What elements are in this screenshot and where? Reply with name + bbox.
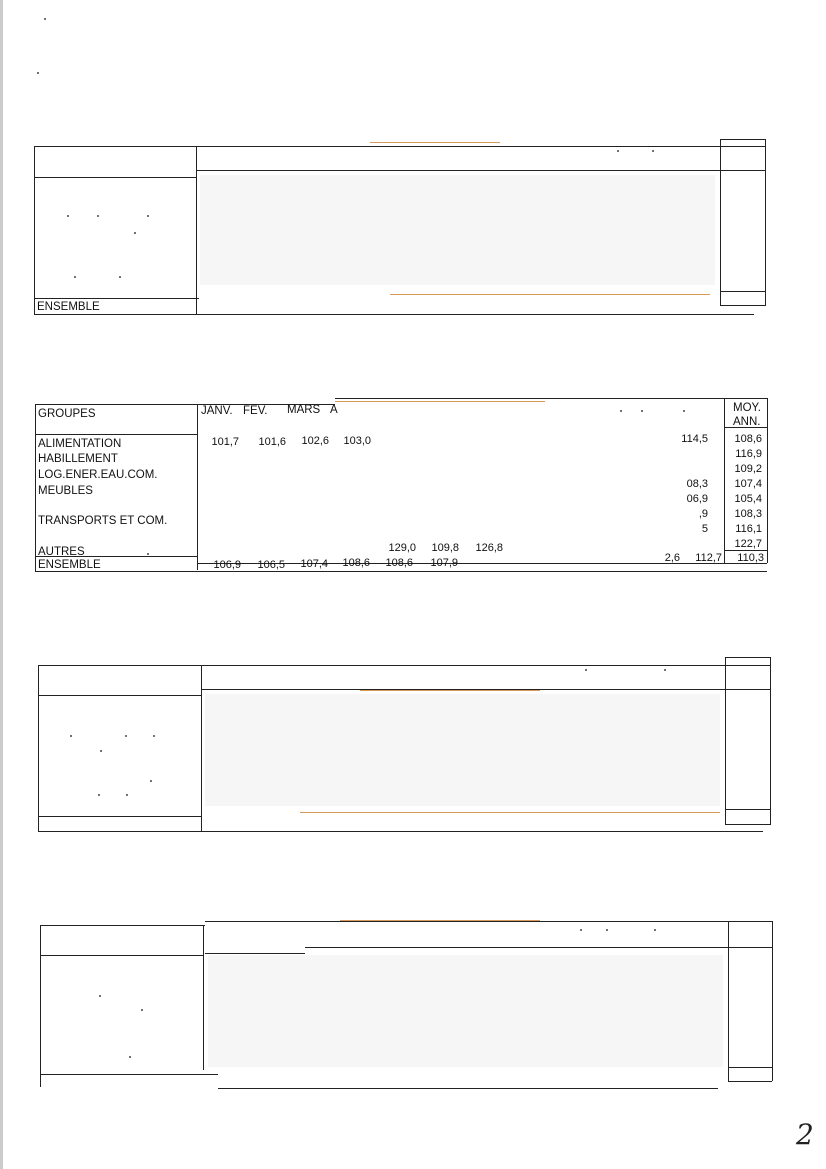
cell-row7-dec: 5: [701, 523, 708, 535]
row-label-transports: TRANSPORTS ET COM.: [38, 515, 168, 527]
cell-row5-dec: 06,9: [686, 493, 708, 505]
cell-avg-alimentation: 108,6: [734, 433, 762, 445]
header-avr: A: [330, 404, 338, 416]
cell-ens-apr: 108,6: [342, 557, 370, 569]
cell-ens-may: 108,6: [385, 557, 413, 569]
cell-ens-feb: 106,5: [257, 559, 285, 571]
cell-meubles-dec: 08,3: [686, 478, 708, 490]
cell-autres-m1: 129,0: [388, 542, 416, 554]
row-label-logement: LOG.ENER.EAU.COM.: [38, 469, 158, 481]
scan-edge: [0, 0, 3, 1169]
cell-avg-row8: 122,7: [734, 538, 762, 550]
header-fev: FEV.: [243, 405, 268, 417]
row-label-habillement: HABILLEMENT: [38, 453, 118, 465]
cell-autres-m2: 109,8: [431, 542, 459, 554]
cell-ens-nov: 2,6: [664, 552, 680, 564]
header-ann: ANN.: [733, 416, 761, 428]
cell-autres-m3: 126,8: [475, 542, 503, 554]
cell-transports-dec: ,9: [698, 508, 708, 520]
page-number: 2: [796, 1118, 814, 1151]
header-groupes: GROUPES: [38, 408, 96, 420]
cell-alim-apr: 103,0: [343, 435, 371, 447]
cell-avg-transports: 108,3: [734, 508, 762, 520]
cell-ens-mar: 107,4: [300, 558, 328, 570]
row-label-meubles: MEUBLES: [38, 485, 93, 497]
header-mars: MARS: [287, 404, 321, 416]
cell-avg-row7: 116,1: [735, 523, 762, 535]
table-1-ensemble-label: ENSEMBLE: [37, 301, 100, 313]
cell-avg-row5: 105,4: [734, 493, 762, 505]
cell-avg-logement: 109,2: [734, 463, 762, 475]
cell-avg-habillement: 116,9: [735, 448, 762, 460]
header-janv: JANV.: [201, 405, 233, 417]
row-label-alimentation: ALIMENTATION: [38, 438, 122, 450]
cell-ens-jun: 107,9: [430, 557, 458, 569]
header-moy: MOY.: [733, 402, 761, 414]
row-label-ensemble: ENSEMBLE: [38, 559, 101, 571]
cell-alim-dec: 114,5: [681, 433, 708, 445]
cell-ens-dec: 112,7: [695, 552, 722, 564]
cell-alim-mar: 102,6: [301, 435, 329, 447]
cell-alim-feb: 101,6: [258, 436, 286, 448]
cell-ens-jan: 106,9: [213, 559, 241, 571]
cell-avg-meubles: 107,4: [734, 478, 762, 490]
row-label-autres: AUTRES: [38, 546, 85, 558]
cell-alim-jan: 101,7: [211, 436, 239, 448]
cell-ens-avg: 110,3: [737, 552, 764, 564]
